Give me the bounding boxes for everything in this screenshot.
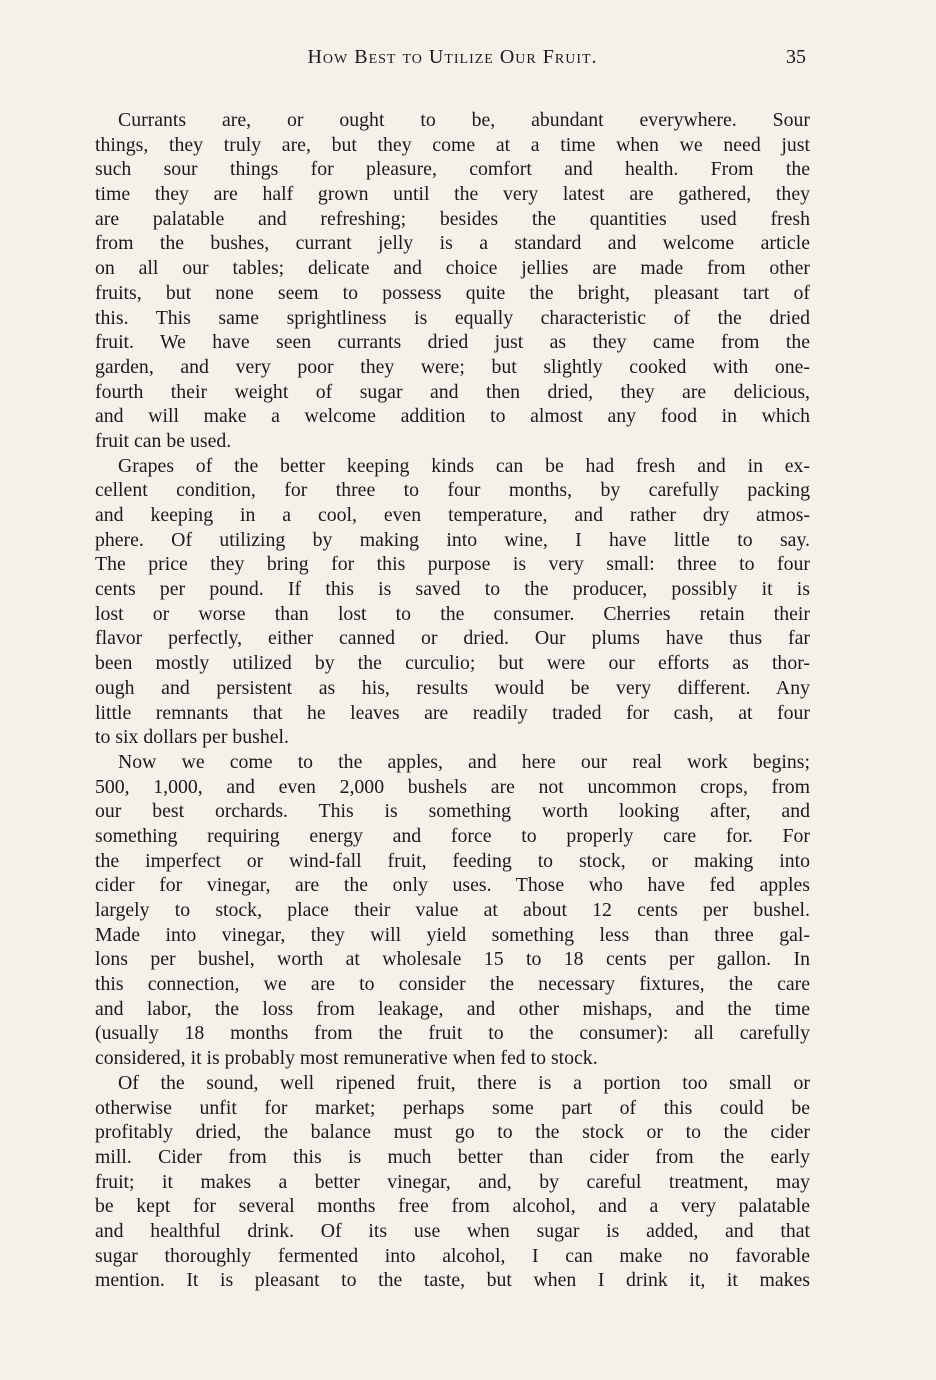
text-line: largely to stock, place their value at about 12 cents per bushel. [95, 899, 810, 921]
text-line: lost or worse than lost to the consumer. Cherries retain their [95, 602, 810, 625]
text-line: cents per pound. If this is saved to the producer, possibly it is [95, 578, 810, 601]
text-line: and will make a welcome addition to almost any food in which [95, 405, 810, 428]
text-line: cider for vinegar, are the only uses. Those who have fed apples [95, 874, 810, 897]
text-line: flavor perfectly, either canned or dried. Our plums have thus far [95, 627, 810, 650]
text-line: the imperfect or wind-fall fruit, feeding to stock, or making into [95, 849, 810, 872]
text-line: Now we come to the apples, and here our real work begins; [118, 750, 810, 773]
text-line: cellent condition, for three to four months, by carefully packing [95, 479, 810, 502]
text-line: something requiring energy and force to properly care for. For [95, 824, 810, 847]
text-line: sugar thoroughly fermented into alcohol, I can make no favorable [95, 1244, 810, 1267]
text-line: things, they truly are, but they come at a time when we need just [95, 133, 810, 156]
text-line: profitably dried, the balance must go to the stock or to the cider [95, 1121, 810, 1144]
text-line: 500, 1,000, and even 2,000 bushels are not uncommon crops, from [95, 775, 810, 798]
text-line: our best orchards. This is something worth looking after, and [95, 800, 810, 823]
text-line: fourth their weight of sugar and then dried, they are delicious, [95, 380, 810, 403]
page-number: 35 [786, 46, 806, 68]
text-line: fruit can be used. [95, 429, 232, 452]
text-line: and labor, the loss from leakage, and other mishaps, and the time [95, 997, 810, 1020]
text-line: and healthful drink. Of its use when sugar is added, and that [95, 1219, 810, 1242]
text-line: fruit. We have seen currants dried just as they came from the [95, 331, 810, 354]
text-line: such sour things for pleasure, comfort and health. From the [95, 158, 810, 181]
text-line: phere. Of utilizing by making into wine, I have little to say. [95, 528, 810, 551]
text-line: otherwise unfit for market; perhaps some part of this could be [95, 1096, 810, 1119]
text-line: mention. It is pleasant to the taste, but when I drink it, it makes [95, 1269, 810, 1292]
running-title: How Best to Utilize Our Fruit. [307, 46, 598, 68]
text-line: been mostly utilized by the curculio; but were our efforts as thor- [95, 652, 810, 675]
text-line: Grapes of the better keeping kinds can be had fresh and in ex- [118, 454, 810, 477]
text-line: considered, it is probably most remunerative when fed to stock. [95, 1047, 598, 1070]
text-line: and keeping in a cool, even temperature, and rather dry atmos- [95, 504, 810, 526]
text-line: mill. Cider from this is much better than cider from the early [95, 1145, 810, 1168]
text-line: fruit; it makes a better vinegar, and, by careful treatment, may [95, 1170, 810, 1193]
running-head [95, 46, 810, 76]
text-line: (usually 18 months from the fruit to the consumer): all carefully [95, 1022, 810, 1045]
paragraph-grapes [95, 454, 810, 750]
text-line: fruits, but none seem to possess quite the bright, pleasant tart of [95, 281, 810, 304]
text-line: time they are half grown until the very latest are gathered, they [95, 183, 810, 206]
text-line: Made into vinegar, they will yield something less than three gal- [95, 923, 810, 946]
text-line: ough and persistent as his, results would be very different. Any [95, 676, 810, 699]
text-line: garden, and very poor they were; but slightly cooked with one- [95, 355, 810, 378]
paragraph-sound-fruit [95, 1071, 810, 1293]
text-line: from the bushes, currant jelly is a standard and welcome article [95, 232, 810, 255]
text-line: this. This same sprightliness is equally characteristic of the dried [95, 306, 810, 329]
paragraph-currants [95, 108, 810, 454]
text-line: are palatable and refreshing; besides the quantities used fresh [95, 207, 810, 230]
text-line: The price they bring for this purpose is very small: three to four [95, 553, 810, 576]
paragraph-apples [95, 750, 810, 1071]
text-line: little remnants that he leaves are readily traded for cash, at four [95, 701, 810, 724]
text-line: be kept for several months free from alcohol, and a very palatable [95, 1195, 810, 1218]
text-line: this connection, we are to consider the necessary fixtures, the care [95, 973, 810, 996]
text-line: to six dollars per bushel. [95, 726, 289, 749]
text-line: on all our tables; delicate and choice jellies are made from other [95, 257, 810, 280]
text-line: Currants are, or ought to be, abundant everywhere. Sour [118, 109, 810, 131]
text-line: Of the sound, well ripened fruit, there is a portion too small or [118, 1071, 810, 1094]
text-line: lons per bushel, worth at wholesale 15 to 18 cents per gallon. In [95, 948, 810, 971]
body-text [95, 108, 810, 1293]
